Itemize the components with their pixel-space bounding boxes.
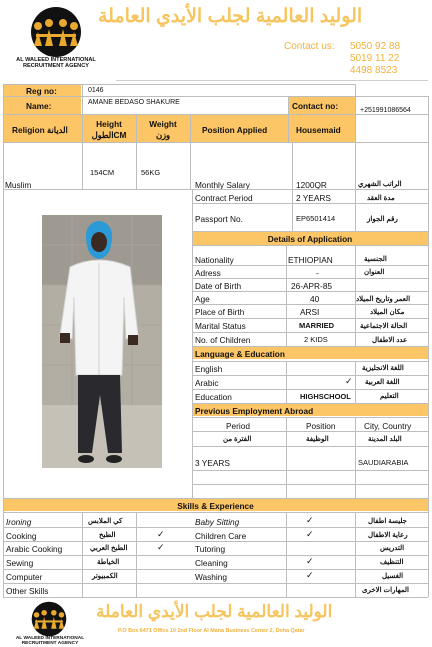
skill-ar: الغسيل	[382, 573, 404, 580]
skill-ar: الطبخ	[99, 532, 116, 539]
skills-title: Skills & Experience	[177, 501, 254, 511]
footer-caption-1: AL WALEED INTERNATIONAL	[15, 636, 85, 641]
arabic-title: الوليد العالمية لجلب الأيدي العاملة	[98, 6, 363, 27]
employment-title: Previous Employment Abroad	[195, 406, 314, 416]
skill-ar: الخياطة	[97, 559, 120, 566]
detail-value: MARRIED	[299, 321, 334, 330]
employment-col-position: Position	[306, 421, 336, 431]
passport-ar: رقم الجواز	[367, 216, 398, 223]
footer	[0, 598, 432, 647]
detail-value: 2 KIDS	[304, 335, 328, 344]
education-value: HIGHSCHOOL	[300, 392, 351, 401]
name-value: AMANE BEDASO SHAKURE	[88, 99, 180, 106]
detail-value: ARSI	[300, 307, 320, 317]
detail-ar: العمر وتاريخ الميلاد	[356, 296, 411, 303]
detail-ar: الجنسية	[364, 256, 387, 263]
contact-no-value: +251991086564	[360, 107, 411, 114]
skill-check: ✓	[157, 542, 165, 552]
skill-label: Computer	[6, 572, 43, 582]
weight-header: Weight	[149, 119, 177, 129]
employment-col-period-ar: الفترة من	[223, 436, 252, 443]
skill-label: Children Care	[195, 531, 247, 541]
contract-period-value: 2 YEARS	[296, 193, 331, 203]
detail-ar: الحالة الاجتماعية	[360, 323, 408, 330]
language-ar: اللغة العربية	[365, 379, 400, 386]
skill-check: ✓	[306, 515, 314, 525]
skill-label: Baby Sitting	[195, 517, 240, 527]
language-title: Language & Education	[195, 349, 285, 359]
language-label: Education	[195, 392, 232, 402]
logo-caption-1: AL WALEED INTERNATIONAL	[16, 57, 96, 63]
passport-label: Passport No.	[195, 214, 243, 224]
footer-arabic-title: الوليد العالمية لجلب الأيدي العاملة	[96, 602, 333, 621]
header	[0, 0, 432, 78]
detail-ar: العنوان	[364, 269, 385, 276]
agency-logo	[24, 6, 88, 58]
employment-col-city: City, Country	[364, 421, 412, 431]
skill-ar: كي الملابس	[88, 518, 123, 525]
contract-period-label: Contract Period	[195, 193, 253, 203]
skill-label: Sewing	[6, 558, 34, 568]
reg-value: 0146	[88, 87, 104, 94]
phone-3: 4498 8523	[350, 65, 398, 76]
language-label: Arabic	[195, 378, 219, 388]
skill-label: Cleaning	[195, 558, 228, 568]
skill-check: ✓	[306, 529, 314, 539]
contact-us-label: Contact us:	[284, 41, 335, 52]
contact-no-label: Contact no:	[292, 101, 339, 111]
employment-col-period: Period	[226, 421, 250, 431]
detail-label: Marital Status	[195, 321, 246, 331]
contract-period-ar: مدة العقد	[367, 195, 395, 202]
skill-ar: الطبخ العربي	[90, 545, 128, 552]
religion-header: Religion الديانة	[12, 125, 68, 135]
header-rule	[116, 80, 428, 81]
arabic-check: ✓	[345, 376, 353, 386]
monthly-salary-value: 1200QR	[296, 180, 327, 190]
footer-caption-2: RECRUITMENT AGENCY	[21, 641, 79, 646]
employment-period: 3 YEARS	[195, 458, 230, 468]
skill-ar: المهارات الاخرى	[362, 587, 409, 594]
reg-label: Reg no:	[26, 86, 57, 96]
skill-check: ✓	[306, 570, 314, 580]
skill-label: Cooking	[6, 531, 37, 541]
detail-value: 26-APR-85	[291, 281, 333, 291]
skill-check: ✓	[306, 556, 314, 566]
skill-label: Washing	[195, 572, 227, 582]
passport-value: EP6501414	[296, 214, 336, 223]
phone-2: 5019 11 22	[350, 53, 400, 64]
detail-value: ETHIOPIAN	[288, 255, 333, 265]
skill-check: ✓	[157, 529, 165, 539]
detail-label: Date of Birth	[195, 281, 242, 291]
skill-ar: جليسة اطفال	[368, 518, 407, 525]
employment-country: SAUDIARABIA	[358, 458, 409, 467]
detail-label: Age	[195, 294, 210, 304]
logo-caption-2: RECRUITMENT AGENCY	[23, 63, 89, 69]
detail-label: Place of Birth	[195, 307, 245, 317]
skill-label: Arabic Cooking	[6, 544, 63, 554]
detail-label: No. of Children	[195, 335, 251, 345]
detail-label: Nationality	[195, 255, 234, 265]
weight-value: 56KG	[141, 168, 161, 177]
skill-ar: رعاية الاطفال	[368, 532, 408, 539]
skill-ar: التنظيف	[380, 559, 404, 566]
skill-label: Ironing	[6, 517, 32, 527]
name-label: Name:	[26, 101, 52, 111]
detail-label: Adress	[195, 268, 221, 278]
detail-ar: عدد الاطفال	[372, 337, 408, 344]
position-value: Housemaid	[296, 125, 341, 135]
phone-1: 5050 92 88	[350, 41, 401, 52]
religion-value: Muslim	[5, 180, 32, 190]
language-ar: التعليم	[380, 393, 399, 400]
applicant-photo	[42, 215, 162, 468]
weight-header-ar: وزن	[155, 130, 171, 140]
language-label: English	[195, 364, 223, 374]
skill-label: Other Skills	[6, 586, 49, 596]
footer-address: P.O Box 6471 Office 10 2nd Floor Al Mana Business Center 2, Doha Qatar	[118, 628, 305, 634]
skill-label: Tutoring	[195, 544, 226, 554]
footer-logo	[26, 601, 72, 637]
height-header: Height	[96, 119, 122, 129]
position-applied-header: Position Applied	[202, 125, 268, 135]
monthly-salary-ar: الراتب الشهري	[358, 181, 402, 188]
skill-ar: التدريس	[380, 545, 405, 552]
height-header-cm: الطولCM	[91, 130, 127, 140]
skill-ar: الكمبيوتر	[92, 573, 118, 580]
detail-value: 40	[310, 294, 320, 304]
height-value: 154CM	[90, 168, 115, 177]
monthly-salary-label: Monthly Salary	[195, 180, 250, 190]
detail-value: -	[316, 268, 319, 278]
employment-col-position-ar: الوظيفة	[306, 436, 329, 443]
detail-ar: مكان الميلاد	[370, 309, 405, 316]
details-title: Details of Application	[267, 234, 353, 244]
employment-col-city-ar: البلد المدينة	[368, 436, 402, 443]
language-ar: اللغة الانجليزية	[362, 365, 404, 372]
